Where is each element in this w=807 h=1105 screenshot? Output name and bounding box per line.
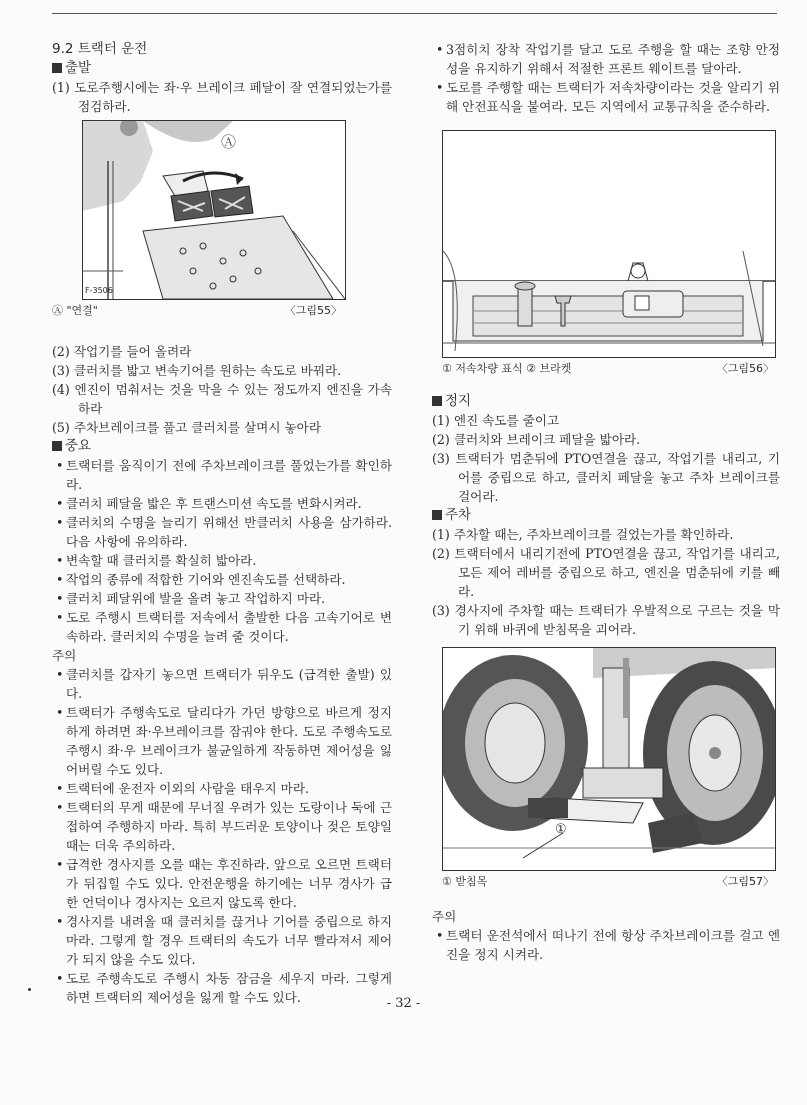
figure-56-legend: ① 저속차량 표식 ② 브라켓 [442,362,572,375]
departure-heading: 출발 [52,59,392,78]
scan-speck [28,988,31,991]
departure-item-2: (2) 작업기를 들어 올려라 [52,344,192,359]
caution-bullet: • 트랙터의 무게 때문에 무너질 우려가 있는 도랑이나 둑에 근접하여 주행하지 마라. 특히 부드러운 토양이나 젖은 토양일 때는 더욱 주의하라. [52,798,392,855]
figure-55-code: F-3506 [85,286,113,295]
caution-bullet: • 경사지를 내려올 때 클러치를 끊거나 기어를 중립으로 하지 마라. 그렇게 할 경우 트랙터의 속도가 너무 빨라져서 제어가 되지 않을 수도 있다. [52,912,392,969]
important-bullet: • 변속할 때 클러치를 확실히 밟아라. [52,551,392,570]
page-number: - 32 - [386,996,421,1011]
square-bullet-icon [52,441,62,451]
departure-item-3: (3) 클러치를 밟고 변속기어를 원하는 속도로 바꿔라. [52,363,342,378]
caution-bullet: • 클러치를 갑자기 놓으면 트랙터가 뒤우도 (급격한 출발) 있다. [52,665,392,703]
parking-heading: 주차 [432,506,780,525]
figure-57-caption [442,872,774,891]
figure-55 [82,120,346,300]
important-bullet: • 클러치 페달위에 발을 올려 놓고 작업하지 마라. [52,589,392,608]
pedal-illustration [83,121,345,299]
important-bullet: • 트랙터를 움직이기 전에 주차브레이크를 풀었는가를 확인하라. [52,456,392,494]
square-bullet-icon [432,510,442,520]
right-column [432,40,780,964]
road-bullet: • 3점히치 장착 작업기를 달고 도로 주행을 할 때는 조향 안정성을 유지하기 위해서 적절한 프론트 웨이트를 달아라. [432,40,780,78]
figure-55-legend: Ⓐ "연결" [52,304,98,317]
caution-bullet: • 트랙터 운전석에서 떠나기 전에 항상 주차브레이크를 걸고 엔진을 정지 시켜라. [432,926,780,964]
wheel-chock-illustration [443,648,775,870]
caution-bullet: • 도로 주행속도로 주행시 차동 잠금을 세우지 마라. 그렇게 하면 트랙터의 제어성을 잃게 할 수도 있다. [52,969,392,1007]
top-rule [52,13,777,14]
departure-item-1: (1) 도로주행시에는 좌·우 브레이크 페달이 잘 연결되었는가를 점검하라. [52,80,392,114]
figure-55-caption [52,301,392,320]
important-bullet: • 클러치의 수명을 늘리기 위해선 반클러치 사용을 삼가하라. 다음 사항에 유의하라. [52,513,392,551]
parking-item: (1) 주차할 때는, 주차브레이크를 걸었는가를 확인하라. [432,527,734,542]
stop-item: (2) 클러치와 브레이크 페달을 밟아라. [432,432,641,447]
departure-item-4: (4) 엔진이 멈춰서는 것을 막을 수 있는 정도까지 엔진을 가속하라 [52,382,392,416]
figure-57-legend: ① 받침목 [442,875,488,888]
stop-item: (3) 트랙터가 멈춘뒤에 PTO연결을 끊고, 작업기를 내리고, 기어를 중립으로 하고, 클러치 페달을 놓고 주차 브레이크를 걸어라. [432,451,780,504]
caution-heading: 주의 [432,909,457,924]
figure-55-number: 〈그림55〉 [284,304,342,317]
important-bullet: • 작업의 종류에 적합한 기어와 엔진속도를 선택하라. [52,570,392,589]
figure-56-number: 〈그림56〉 [716,362,774,375]
important-bullet: • 도로 주행시 트랙터를 저속에서 출발한 다음 고속기어로 변속하라. 클러치의 수명을 늘려 줄 것이다. [52,608,392,646]
figure-55-callout: Ⓐ [221,133,237,151]
parking-item: (3) 경사지에 주차할 때는 트랙터가 우발적으로 구르는 것을 막기 위해 바퀴에 받침목을 괴어라. [432,603,780,637]
stop-item: (1) 엔진 속도를 줄이고 [432,413,560,428]
caution-bullet: • 트랙터가 주행속도로 달리다가 가던 방향으로 바르게 정지하게 하려면 좌·우브레이크를 잠궈야 한다. 도로 주행속도로 주행시 좌·우 브레이크가 불균일하게 작동하면 제어성을 잃어버릴 수도 있다. [52,703,392,779]
departure-item-5: (5) 주차브레이크를 풀고 클러치를 살며시 놓아라 [52,420,322,435]
road-bullet: • 도로를 주행할 때는 트랙터가 저속차량이라는 것을 알리기 위해 안전표식을 붙여라. 모든 지역에서 교통규칙을 준수하라. [432,78,780,116]
important-heading: 중요 [52,437,392,456]
figure-56-caption [442,359,774,378]
important-bullet: • 클러치 페달을 밟은 후 트랜스미션 속도를 변화시켜라. [52,494,392,513]
caution-heading: 주의 [52,648,77,663]
slow-vehicle-sign-illustration [443,131,775,357]
figure-56 [442,130,776,358]
parking-item: (2) 트랙터에서 내리기전에 PTO연결을 끊고, 작업기를 내리고, 모든 제어 레버를 중립으로 하고, 엔진을 멈춘뒤에 키를 빼라. [432,546,780,599]
left-column [52,40,392,1007]
figure-57-label-1: ① [555,822,567,837]
stop-heading: 정지 [432,392,780,411]
figure-57-number: 〈그림57〉 [716,875,774,888]
section-title: 9.2 트랙터 운전 [52,41,148,57]
caution-bullet: • 급격한 경사지를 오를 때는 후진하라. 앞으로 오르면 트랙터가 뒤집힐 수도 있다. 안전운행을 하기에는 너무 경사가 급한 언덕이나 경사지는 오르지 않도록 한다. [52,855,392,912]
figure-57 [442,647,776,871]
square-bullet-icon [432,396,442,406]
caution-bullet: • 트랙터에 운전자 이외의 사람을 태우지 마라. [52,779,392,798]
square-bullet-icon [52,63,62,73]
